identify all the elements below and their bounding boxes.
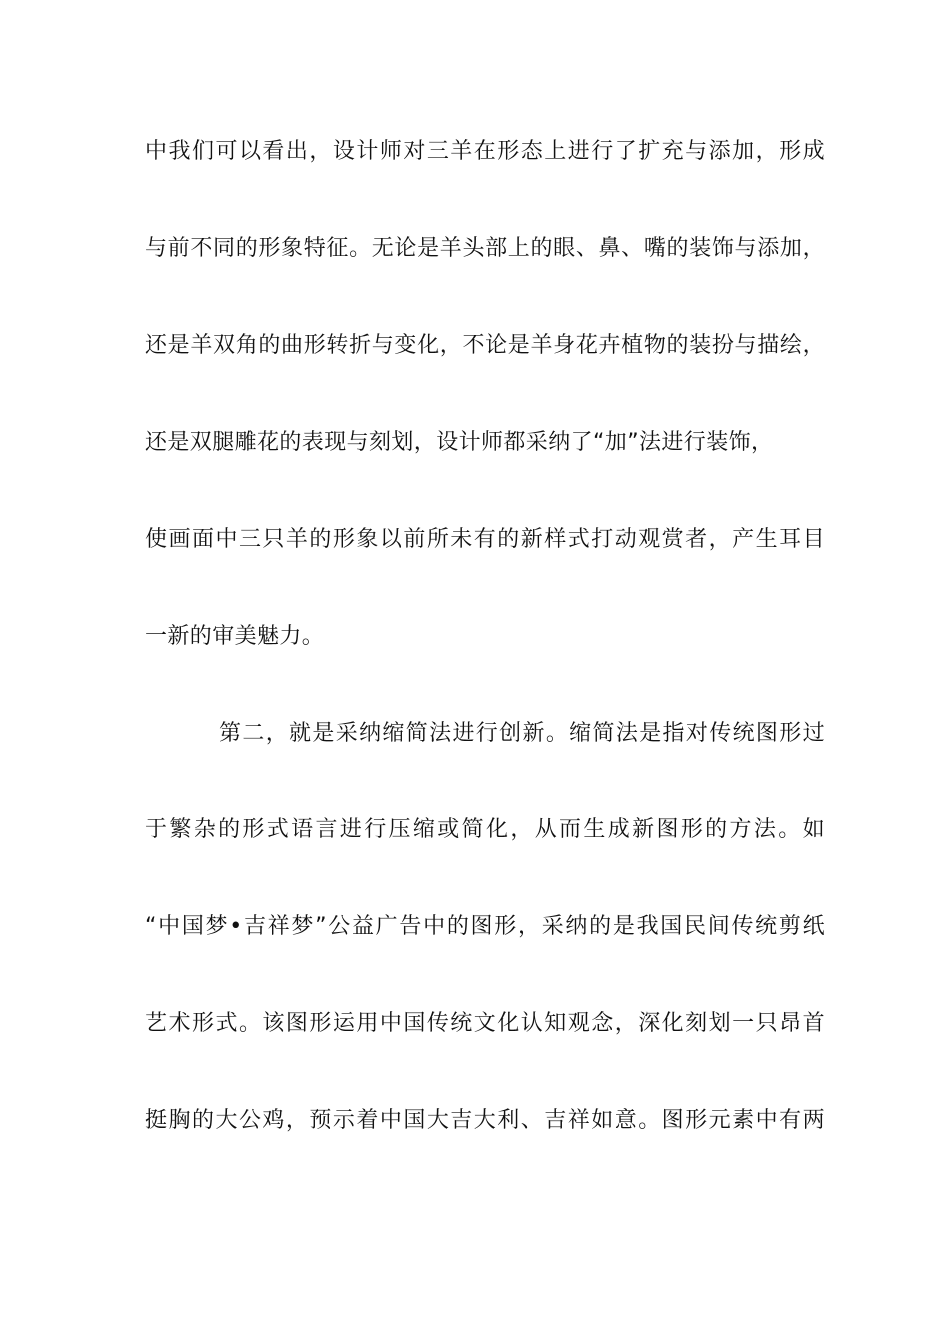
text-line: 中我们可以看出，设计师对三羊在形态上进行了扩充与添加，形成 bbox=[145, 139, 825, 164]
text-line: 于繁杂的形式语言进行压缩或简化，从而生成新图形的方法。如 bbox=[145, 817, 825, 842]
text-line: 使画面中三只羊的形象以前所未有的新样式打动观赏者，产生耳目 bbox=[145, 527, 825, 552]
text-line: 艺术形式。该图形运用中国传统文化认知观念，深化刻划一只昂首 bbox=[145, 1011, 825, 1036]
text-line: “中国梦•吉祥梦”公益广告中的图形，采纳的是我国民间传统剪纸 bbox=[145, 914, 825, 939]
text-line: 与前不同的形象特征。无论是羊头部上的眼、鼻、嘴的装饰与添加， bbox=[145, 236, 825, 261]
text-line: 一新的审美魅力。 bbox=[145, 624, 325, 649]
text-line: 挺胸的大公鸡，预示着中国大吉大利、吉祥如意。图形元素中有两 bbox=[145, 1108, 825, 1133]
paragraph-first-line: 第二，就是采纳缩简法进行创新。缩简法是指对传统图形过 bbox=[219, 721, 825, 746]
text-line: 还是双腿雕花的表现与刻划，设计师都采纳了“加”法进行装饰， bbox=[145, 430, 774, 455]
text-line: 还是羊双角的曲形转折与变化，不论是羊身花卉植物的装扮与描绘， bbox=[145, 333, 825, 358]
